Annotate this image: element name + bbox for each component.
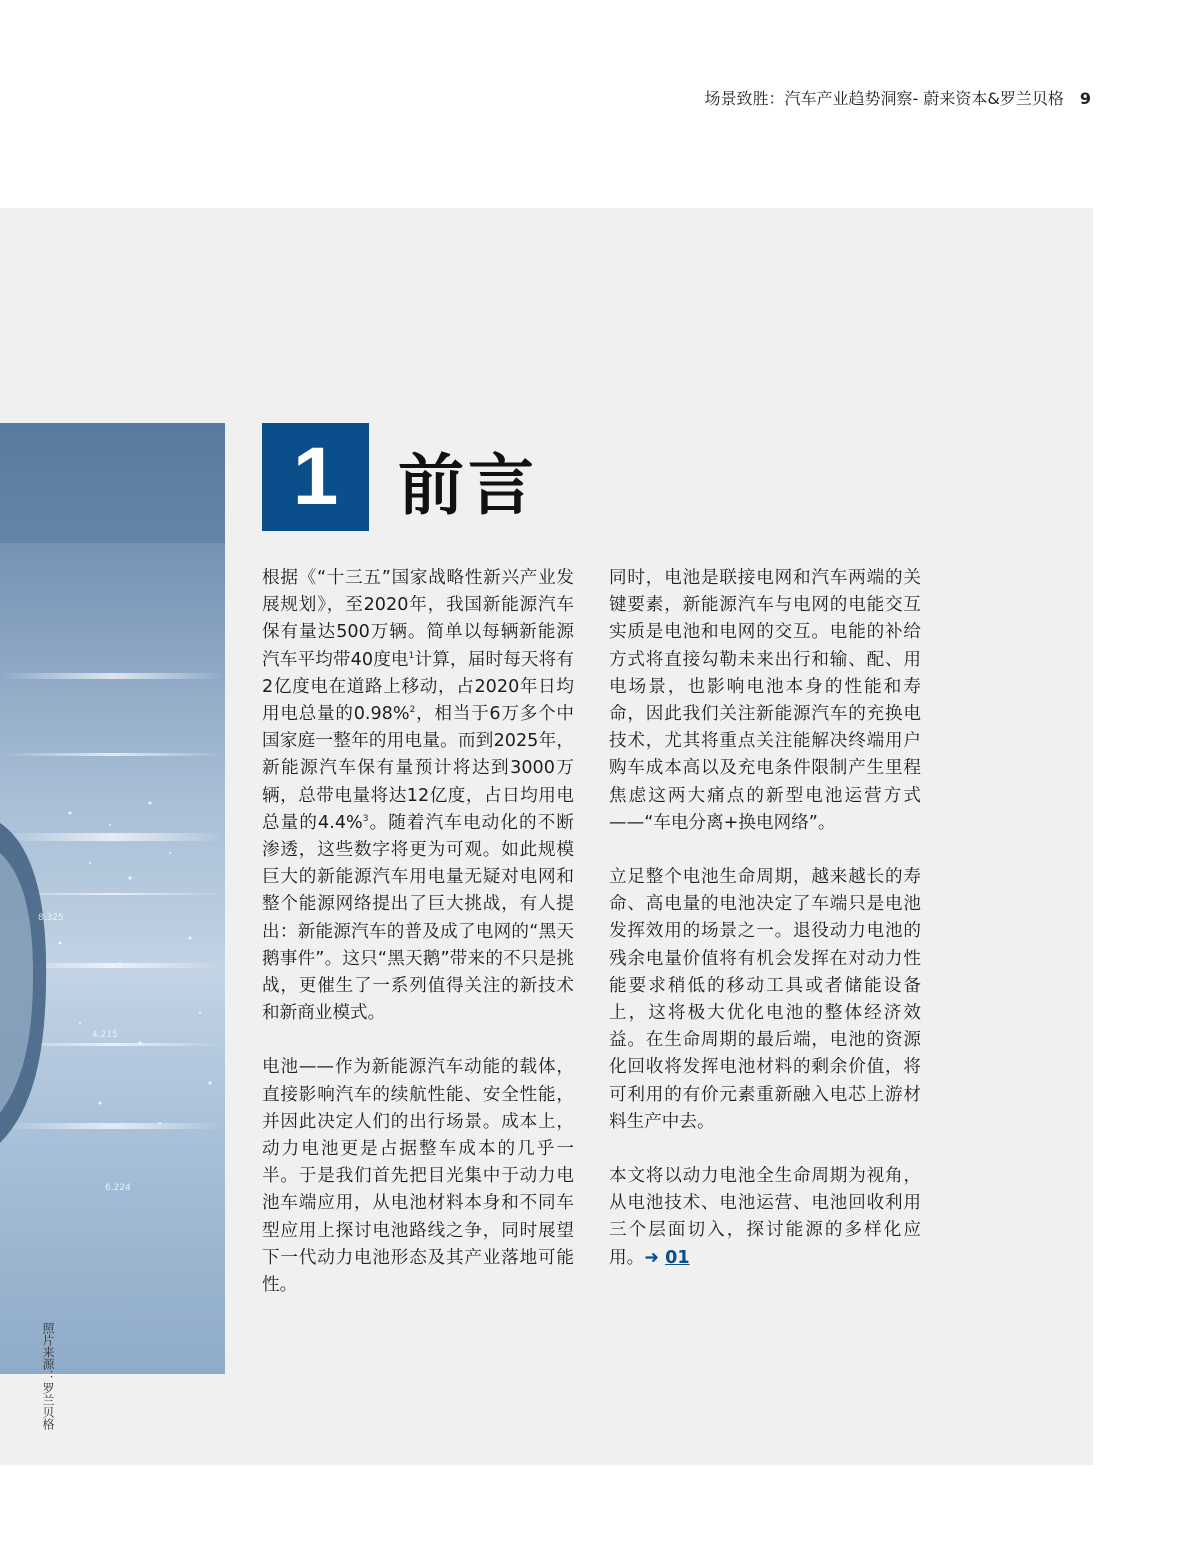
- paragraph: 本文将以动力电池全生命周期为视角，从电池技术、电池运营、电池回收利用三个层面切入，探讨能源的多样化应用。➜ 01: [609, 1166, 921, 1268]
- footnote-ref[interactable]: 3: [362, 813, 369, 824]
- left-text-column: [262, 565, 574, 1326]
- paragraph: 立足整个电池生命周期，越来越长的寿命、高电量的电池决定了车端只是电池发挥效用的场景之一。退役动力电池的残余电量价值将有机会发挥在对动力性能要求稍低的移动工具或者储能设备上，这将极大优化电池的整体经济效益。在生命周期的最后端，电池的资源化回收将发挥电池材料的剩余价值，将可利用的有价元素重新融入电芯上游材料生产中去。: [609, 867, 921, 1132]
- footnote-ref[interactable]: 2: [409, 705, 416, 716]
- cover-photo: [0, 423, 225, 1374]
- car-photo-illustration: [0, 423, 225, 1374]
- report-title: 场景致胜：汽车产业趋势洞察- 蔚来资本&罗兰贝格: [704, 89, 1064, 108]
- running-header: [705, 86, 1091, 109]
- chapter-link[interactable]: [644, 1248, 689, 1268]
- section-title: 前言: [398, 447, 538, 524]
- photo-overlay-number: 4.215: [92, 1030, 118, 1040]
- photo-overlay-number: 6.224: [105, 1183, 131, 1193]
- page-number: 9: [1079, 89, 1091, 108]
- chapter-link-label[interactable]: 01: [665, 1247, 690, 1268]
- paragraph: 同时，电池是联接电网和汽车两端的关键要素，新能源汽车与电网的电能交互实质是电池和电网的交互。电能的补给方式将直接勾勒未来出行和输、配、用电场景，也影响电池本身的性能和寿命，因此我们关注新能源汽车的充换电技术，尤其将重点关注能解决终端用户购车成本高以及充电条件限制产生里程焦虑这两大痛点的新型电池运营方式——“车电分离+换电网络”。: [609, 568, 921, 833]
- photo-overlay-number: 8.325: [38, 913, 64, 923]
- paragraph: 电池——作为新能源汽车动能的载体，直接影响汽车的续航性能、安全性能，并因此决定人们的出行场景。成本上，动力电池更是占据整车成本的几乎一半。于是我们首先把目光集中于动力电池车端应用，从电池材料本身和不同车型应用上探讨电池路线之争，同时展望下一代动力电池形态及其产业落地可能性。: [262, 1057, 574, 1296]
- footnote-ref[interactable]: 1: [408, 650, 415, 661]
- paragraph: 根据《“十三五”国家战略性新兴产业发展规划》，至2020年，我国新能源汽车保有量达500万辆。简单以每辆新能源汽车平均带40度电$^1$计算，届时每天将有2亿度电在道路上移动，占2020年日均用电总量的0.98%$^2$，相当于6万多个中国家庭一整年的用电量。而到2025年，新能源汽车保有量预计将达到3000万辆，总带电量将达12亿度，占日均用电总量的4.4%$^3$。随着汽车电动化的不断渗透，这些数字将更为可观。如此规模巨大的新能源汽车用电量无疑对电网和整个能源网络提出了巨大挑战，有人提出：新能源汽车的普及成了电网的“黑天鹅事件”。这只“黑天鹅”带来的不只是挑战，更催生了一系列值得关注的新技术和新商业模式。: [262, 568, 574, 1024]
- right-text-column: [609, 565, 921, 1299]
- section-number-badge: 1: [262, 423, 369, 531]
- photo-credit: 照片来源：罗兰贝格: [41, 1322, 55, 1430]
- arrow-right-icon: ➜: [644, 1247, 659, 1268]
